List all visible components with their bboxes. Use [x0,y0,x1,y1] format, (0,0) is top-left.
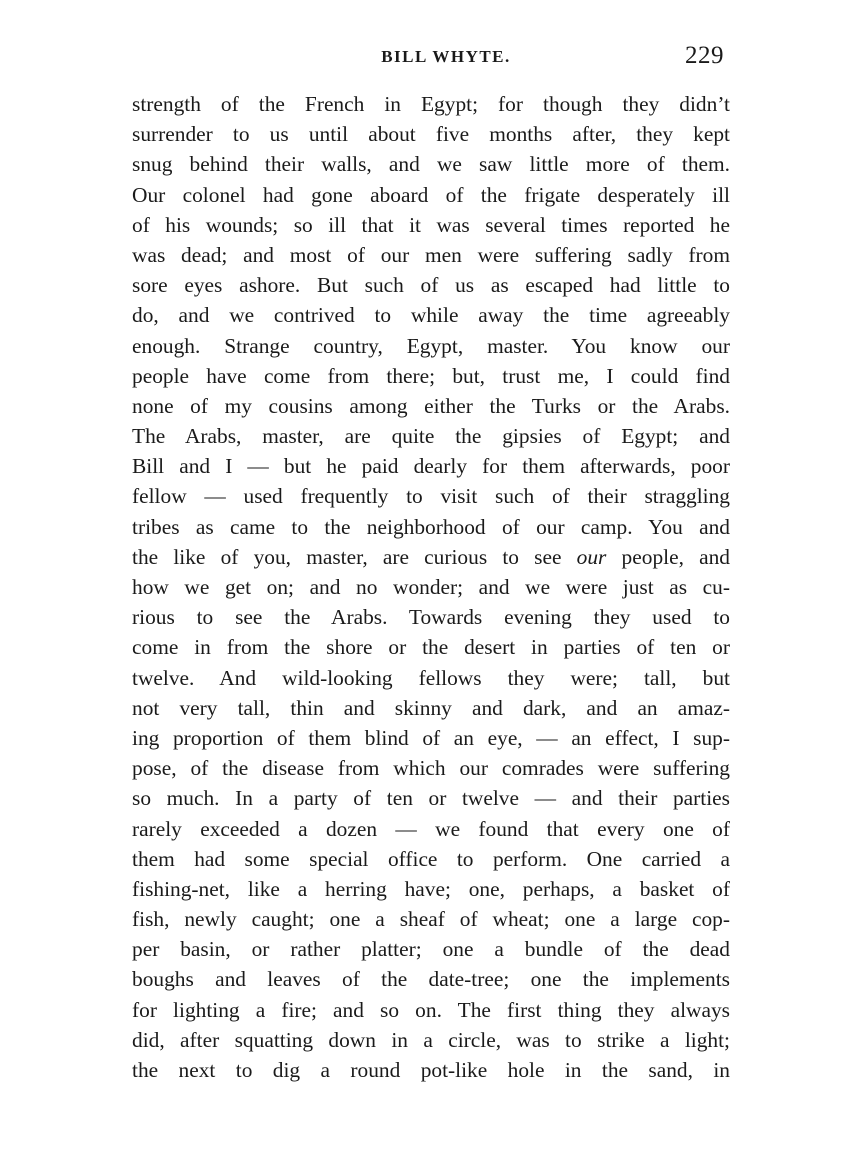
text-line: per basin, or rather platter; one a bundle of the dead [132,937,730,962]
emphasized-word: our [576,544,607,569]
running-head [132,42,730,76]
text-line: rarely exceeded a dozen — we found that every one of [132,816,730,841]
text-line: for lighting a fire; and so on. The first thing they always [132,997,730,1022]
text-line: snug behind their walls, and we saw little more of them. [132,152,730,177]
text-line: was dead; and most of our men were suffering sadly from [132,242,730,267]
text-line: the next to dig a round pot-like hole in the sand, in [132,1058,730,1082]
text-line: none of my cousins among either the Turks or the Arabs. [132,393,730,418]
text-line: come in from the shore or the desert in parties of ten or [132,635,730,660]
text-line: rious to see the Arabs. Towards evening they used to [132,605,730,630]
text-line: fishing-net, like a herring have; one, perhaps, a basket of [132,876,730,901]
text-line: enough. Strange country, Egypt, master. You know our [132,333,730,358]
text-line: surrender to us until about five months after, they kept [132,122,730,147]
text-line: Our colonel had gone aboard of the frigate desperately ill [132,182,730,207]
text-line: fish, newly caught; one a sheaf of wheat; one a large cop- [132,907,730,932]
text-line: ing proportion of them blind of an eye, — an effect, I sup- [132,725,730,750]
text-line: do, and we contrived to while away the time agreeably [132,303,730,328]
text-line: so much. In a party of ten or twelve — and their parties [132,786,730,811]
text-line: Bill and I — but he paid dearly for them afterwards, poor [132,454,730,479]
text-run: people, and [606,544,730,569]
body-text [132,89,730,1085]
page-number: 229 [685,42,724,69]
text-line: sore eyes ashore. But such of us as escaped had little to [132,273,730,298]
text-line: how we get on; and no wonder; and we were just as cu- [132,575,730,599]
text-line: did, after squatting down in a circle, was to strike a light; [132,1027,730,1052]
text-line: them had some special office to perform. One carried a [132,846,730,871]
text-line: twelve. And wild-looking fellows they were; tall, but [132,665,730,690]
text-line: of his wounds; so ill that it was several times reported he [132,212,730,237]
text-line [132,542,730,572]
text-line: boughs and leaves of the date-tree; one the implements [132,967,730,992]
text-line: pose, of the disease from which our comrades were suffering [132,756,730,781]
text-line: tribes as came to the neighborhood of our camp. You and [132,514,730,539]
text-line: not very tall, thin and skinny and dark, and an amaz- [132,695,730,720]
text-line: people have come from there; but, trust me, I could find [132,363,730,388]
running-title: BILL WHYTE. [381,47,511,66]
text-line: The Arabs, master, are quite the gipsies of Egypt; and [132,424,730,449]
text-run: the like of you, master, are curious to see [132,544,577,569]
text-line: strength of the French in Egypt; for though they didn’t [132,92,730,116]
text-line: fellow — used frequently to visit such of their straggling [132,484,730,509]
